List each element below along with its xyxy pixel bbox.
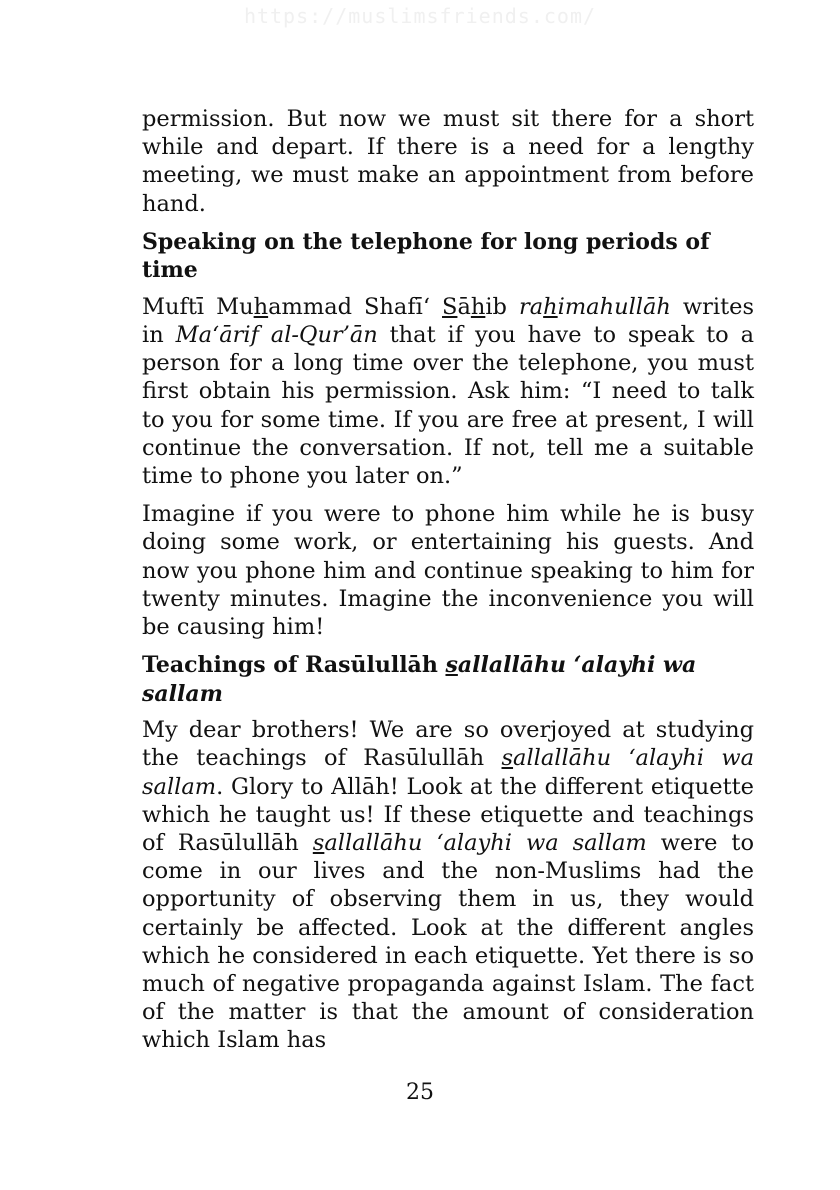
paragraph-continued: permission. But now we must sit there for a short while and depart. If there is a need for a lengthy meeting, we must make an appointment from before hand.	[142, 106, 754, 217]
book-title-maarif: Ma‘ārif al-Qur’ān	[175, 322, 378, 349]
watermark-url: https://muslimsfriends.com/	[243, 4, 597, 28]
section-heading-teachings: Teachings of Rasūlullāh sallallāhu ‘alayhi wa sallam	[142, 652, 697, 707]
section-heading-telephone: Speaking on the telephone for long periods of time	[142, 228, 710, 284]
paragraph-mufti-quote: Muftī Muhammad Shafī‘ Sāhib rahimahullāh writes in Ma‘ārif al-Qur’ān that if you have to speak to a person for a long time over the telephone, you must first obtain his permission. Ask him: “I need to talk to you for some time. If you are free at present, I will continue the conversation. If not, tell me a suitable time to phone you later on.”	[142, 293, 754, 490]
page-number: 25	[406, 1080, 434, 1105]
book-page-body	[142, 105, 754, 1065]
paragraph-imagine: Imagine if you were to phone him while he is busy doing some work, or entertaining his guests. And now you phone him and continue speaking to him for twenty minutes. Imagine the inconvenience you will be causing him!	[142, 501, 754, 641]
paragraph-dear-brothers: My dear brothers! We are so overjoyed at studying the teachings of Rasūlullāh sallallāhu ‘alayhi wa sallam. Glory to Allāh! Look at the different etiquette which he taught us! If these etiquette and teachings of Rasūlullāh sallallāhu ‘alayhi wa sallam were to come in our lives and the non-Muslims had the opportunity of observing them in us, they would certainly be affected. Look at the different angles which he considered in each etiquette. Yet there is so much of negative propaganda against Islam. The fact of the matter is that the amount of consideration which Islam has	[142, 717, 754, 1054]
